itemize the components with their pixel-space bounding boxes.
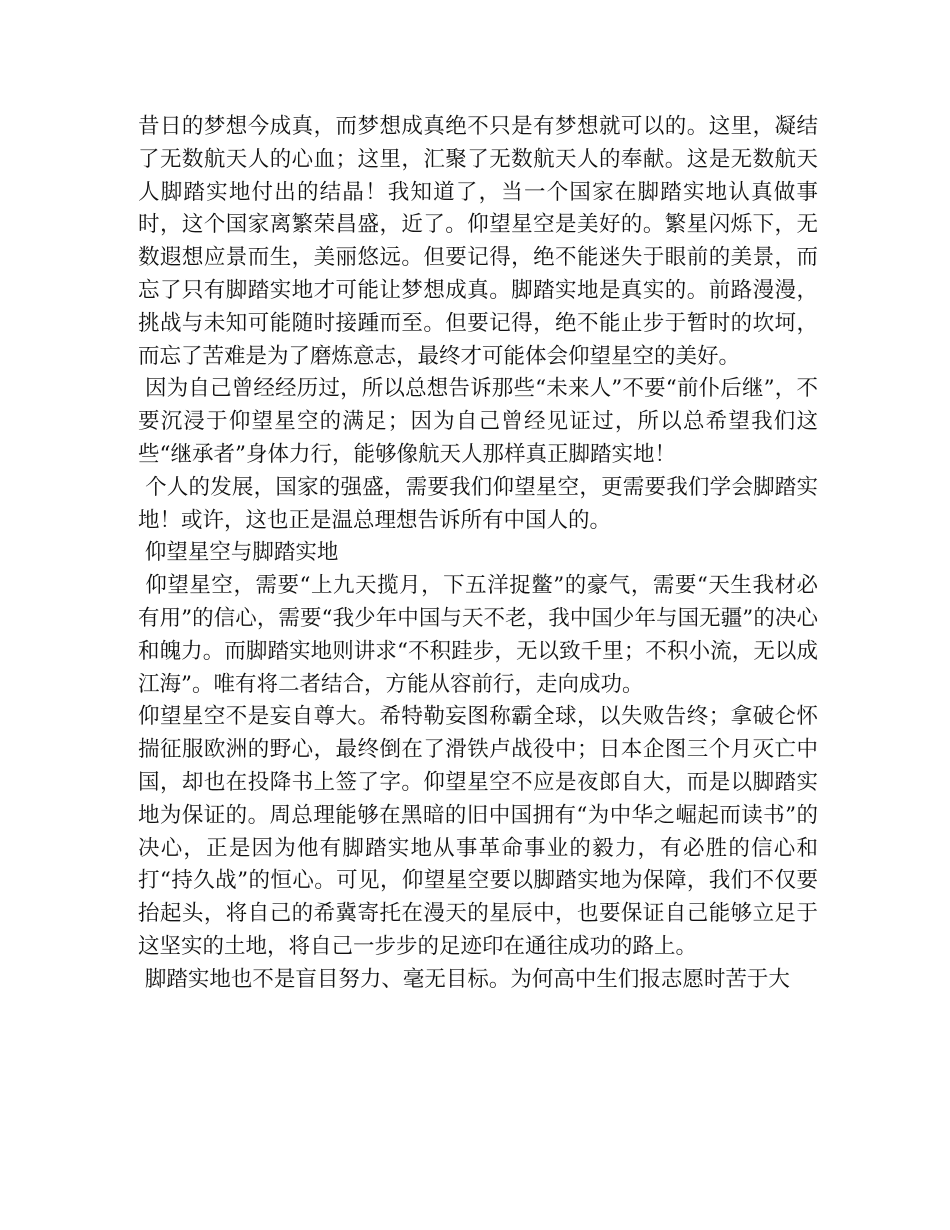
paragraph-ambition: 仰望星空，需要“上九天揽月，下五洋捉鳖”的豪气，需要“天生我材必有用”的信心，需要“我少年中国与天不老，我中国少年与国无疆”的决心和魄力。而脚踏实地则讲求“不积跬步，无以致千里；不积小流，无以成江海”。唯有将二者结合，方能从容前行，走向成功。	[138, 573, 818, 697]
paragraph-dream-comes-true: 昔日的梦想今成真，而梦想成真绝不只是有梦想就可以的。这里，凝结了无数航天人的心血；这里，汇聚了无数航天人的奉献。这是无数航天人脚踏实地付出的结晶！我知道了，当一个国家在脚踏实地认真做事时，这个国家离繁荣昌盛，近了。仰望星空是美好的。繁星闪烁下，无数遐想应景而生，美丽悠远。但要记得，绝不能迷失于眼前的美景，而忘了只有脚踏实地才可能让梦想成真。脚踏实地是真实的。前路漫漫，挑战与未知可能随时接踵而至。但要记得，绝不能止步于暂时的坎坷，而忘了苦难是为了磨炼意志，最终才可能体会仰望星空的美好。	[138, 114, 818, 369]
paragraph-experience: 因为自己曾经经历过，所以总想告诉那些“未来人”不要“前仆后继”，不要沉浸于仰望星空的满足；因为自己曾经见证过，所以总希望我们这些“继承者”身体力行，能够像航天人那样真正脚踏实地！	[138, 376, 818, 467]
paragraph-not-arrogance: 仰望星空不是妄自尊大。希特勒妄图称霸全球，以失败告终；拿破仑怀揣征服欧洲的野心，最终倒在了滑铁卢战役中；日本企图三个月灭亡中国，却也在投降书上签了字。仰望星空不应是夜郎自大，而是以脚踏实地为保证的。周总理能够在黑暗的旧中国拥有“为中华之崛起而读书”的决心，正是因为他有脚踏实地从事革命事业的毅力，有必胜的信心和打“持久战”的恒心。可见，仰望星空要以脚踏实地为保障，我们不仅要抬起头，将自己的希冀寄托在漫天的星辰中，也要保证自己能够立足于这坚实的土地，将自己一步步的足迹印在通往成功的路上。	[138, 704, 818, 959]
section-heading: 仰望星空与脚踏实地	[138, 540, 339, 566]
paragraph-not-blind-effort: 脚踏实地也不是盲目努力、毫无目标。为何高中生们报志愿时苦于大	[138, 966, 790, 992]
document-page	[138, 111, 818, 997]
paragraph-development: 个人的发展，国家的强盛，需要我们仰望星空，更需要我们学会脚踏实地！或许，这也正是温总理想告诉所有中国人的。	[138, 474, 818, 533]
